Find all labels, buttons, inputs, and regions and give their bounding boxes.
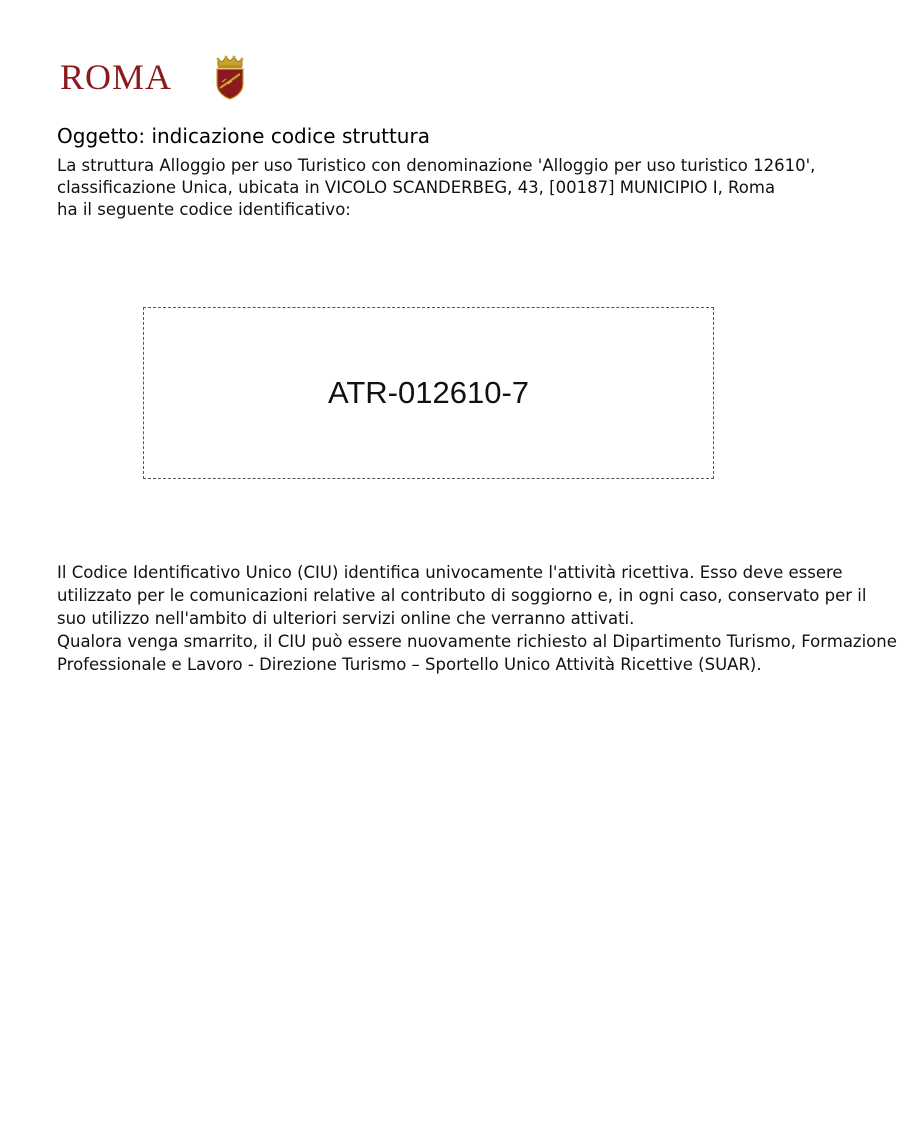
code-box (143, 307, 714, 479)
intro-paragraph: La struttura Alloggio per uso Turistico con denominazione 'Alloggio per uso turistico 12610', classificazione Unica, ubicata in VICOLO SCANDERBEG, 43, [00187] MUNICIPIO I, Roma (57, 156, 816, 197)
body-paragraph-2: Qualora venga smarrito, il CIU può essere nuovamente richiesto al Dipartimento Turismo, Formazione Professionale e Lavoro - Direzione Turismo – Sportello Unico Attività Ricettive (SUAR). (57, 632, 897, 674)
roma-logo-text: ROMA (60, 57, 173, 97)
intro-text (57, 155, 857, 221)
roma-crest-icon (212, 54, 248, 100)
intro-line2: ha il seguente codice identificativo: (57, 200, 351, 219)
header (60, 54, 248, 100)
body-text (57, 561, 897, 676)
subject-heading: Oggetto: indicazione codice struttura (57, 124, 430, 148)
structure-code: ATR-012610-7 (327, 375, 530, 410)
body-paragraph-1: Il Codice Identificativo Unico (CIU) identifica univocamente l'attività ricettiva. Esso deve essere utilizzato per le comunicazioni relative al contributo di soggiorno e, in ogni caso, conservato per il suo utilizzo nell'ambito di ulteriori servizi online che verranno attivati. (57, 563, 867, 628)
